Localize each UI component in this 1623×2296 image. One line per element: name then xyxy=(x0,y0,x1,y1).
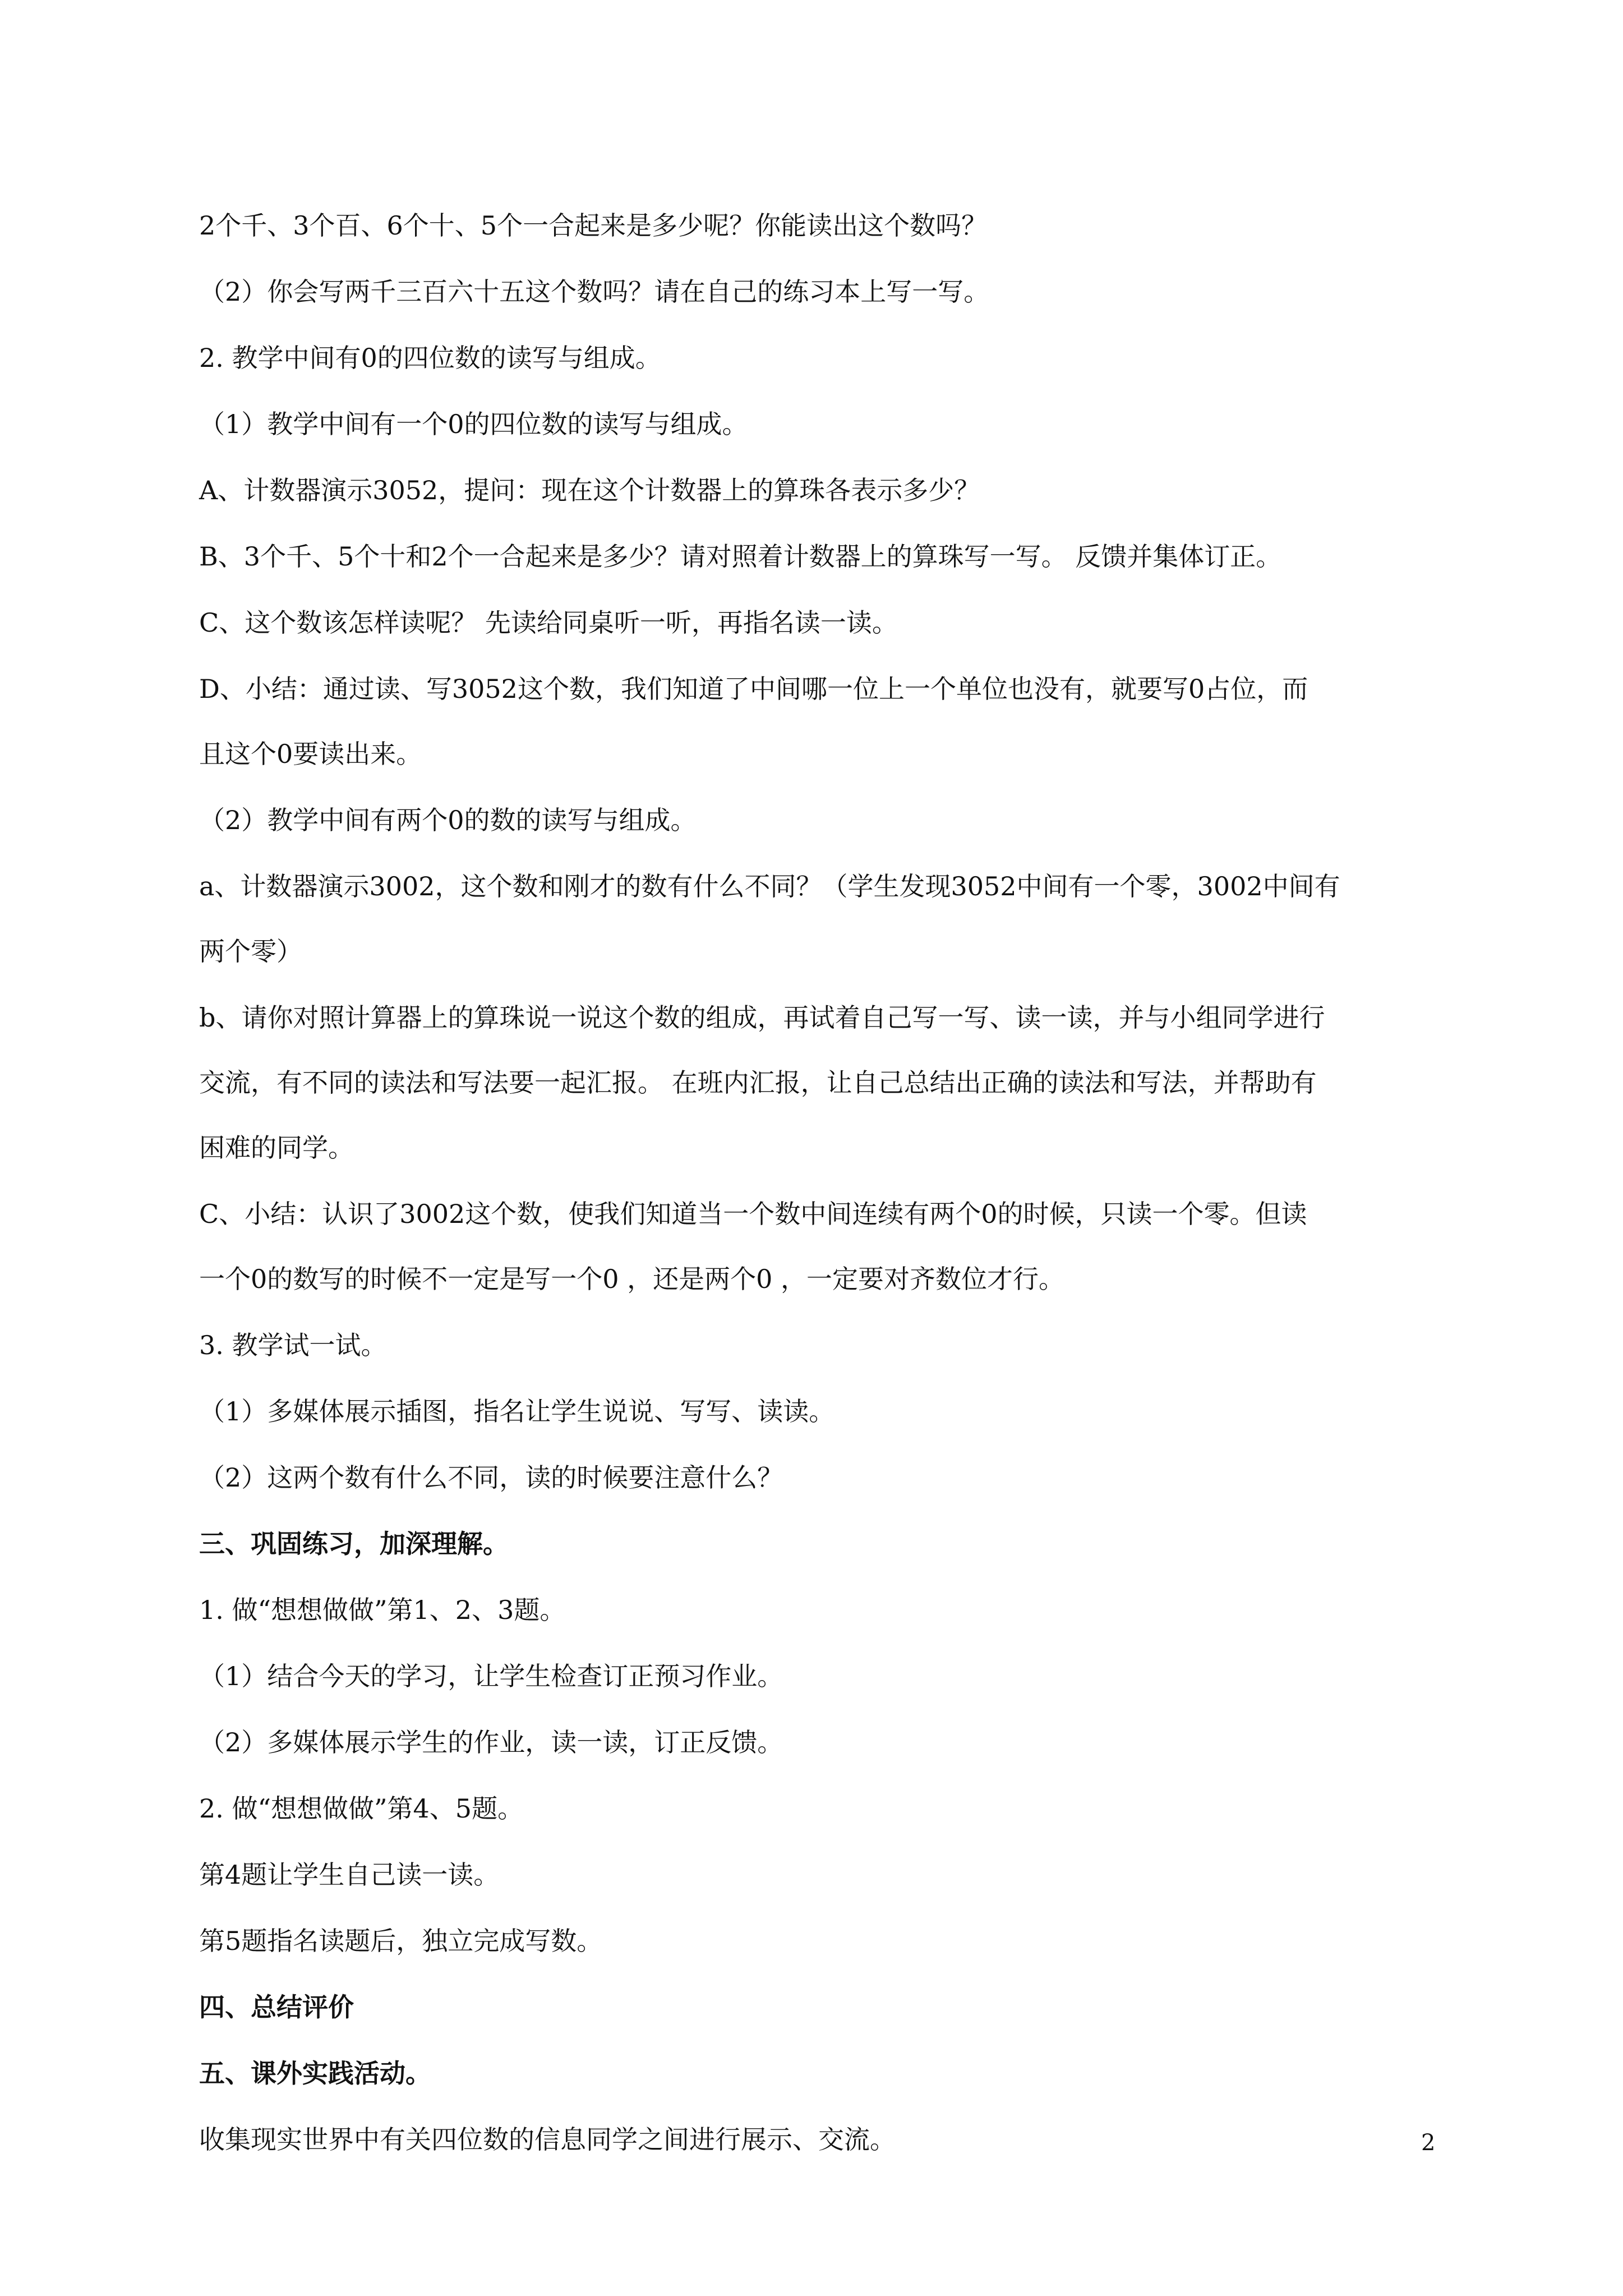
text-line: 2. 教学中间有0的四位数的读写与组成。 xyxy=(199,343,661,373)
section-heading: 五、课外实践活动。 xyxy=(199,2058,431,2088)
document-body xyxy=(199,209,1447,2156)
text-line: （1）教学中间有一个0的四位数的读写与组成。 xyxy=(199,409,748,439)
text-line: 交流，有不同的读法和写法要一起汇报。 在班内汇报，让自己总结出正确的读法和写法，并帮助有 xyxy=(199,1068,1317,1098)
text-line: 3. 教学试一试。 xyxy=(199,1330,387,1360)
text-line: （2）多媒体展示学生的作业，读一读，订正反馈。 xyxy=(199,1727,783,1757)
section-heading: 四、总结评价 xyxy=(199,1992,354,2022)
text-line: b、请你对照计算器上的算珠说一说这个数的组成，再试着自己写一写、读一读，并与小组同学进行 xyxy=(199,1002,1325,1033)
text-line: （2）这两个数有什么不同，读的时候要注意什么？ xyxy=(199,1462,783,1493)
text-line: 且这个0要读出来。 xyxy=(199,739,422,769)
text-line: D、小结：通过读、写3052这个数，我们知道了中间哪一位上一个单位也没有，就要写0占位，而 xyxy=(199,674,1308,704)
text-line: 两个零） xyxy=(199,936,302,967)
text-line: （2）你会写两千三百六十五这个数吗？请在自己的练习本上写一写。 xyxy=(199,277,990,307)
page-number: 2 xyxy=(1421,2130,1436,2156)
text-line: 1. 做“想想做做”第1、2、3题。 xyxy=(199,1595,566,1625)
text-line: （2）教学中间有两个0的数的读写与组成。 xyxy=(199,805,697,835)
text-line: 一个0的数写的时候不一定是写一个0 ，还是两个0 ，一定要对齐数位才行。 xyxy=(199,1264,1065,1294)
section-heading: 三、巩固练习，加深理解。 xyxy=(199,1529,509,1559)
text-line: A、计数器演示3052，提问：现在这个计数器上的算珠各表示多少？ xyxy=(199,475,980,505)
text-line: 2个千、3个百、6个十、5个一合起来是多少呢？你能读出这个数吗？ xyxy=(199,210,988,241)
text-line: C、这个数该怎样读呢？ 先读给同桌听一听，再指名读一读。 xyxy=(199,608,898,638)
text-line: 第5题指名读题后，独立完成写数。 xyxy=(199,1926,603,1956)
text-line: a、计数器演示3002，这个数和刚才的数有什么不同？（学生发现3052中间有一个零，3002中间有 xyxy=(199,871,1340,901)
text-line: 困难的同学。 xyxy=(199,1133,354,1163)
text-line: （1）结合今天的学习，让学生检查订正预习作业。 xyxy=(199,1661,783,1691)
text-line: 收集现实世界中有关四位数的信息同学之间进行展示、交流。 xyxy=(199,2124,896,2155)
text-line: 2. 做“想想做做”第4、5题。 xyxy=(199,1793,524,1824)
text-line: 第4题让学生自己读一读。 xyxy=(199,1860,500,1890)
text-line: （1）多媒体展示插图，指名让学生说说、写写、读读。 xyxy=(199,1396,835,1427)
text-line: B、3个千、5个十和2个一合起来是多少？请对照着计数器上的算珠写一写。 反馈并集体订正。 xyxy=(199,541,1282,572)
text-line: C、小结：认识了3002这个数，使我们知道当一个数中间连续有两个0的时候，只读一个零。但读 xyxy=(199,1199,1307,1229)
